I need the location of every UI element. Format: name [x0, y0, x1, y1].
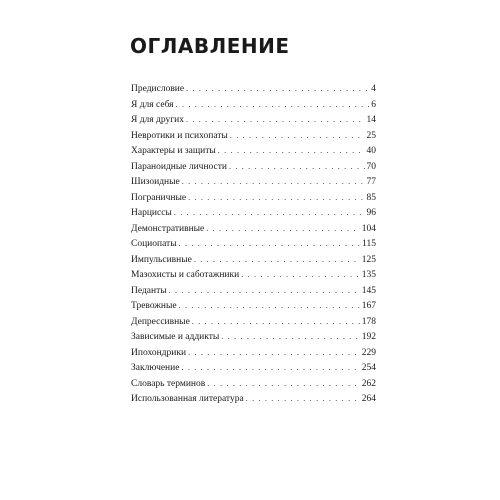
- toc-entry-label: Заключение: [131, 363, 180, 373]
- toc-dot-leader: [229, 159, 365, 175]
- toc-entry: [131, 81, 376, 97]
- toc-dot-leader: [241, 267, 360, 283]
- toc-entry-page: 145: [361, 285, 376, 296]
- toc-entry: [131, 174, 376, 190]
- toc-dot-leader: [192, 314, 360, 330]
- toc-dot-leader: [221, 329, 359, 345]
- toc-entry-page: 40: [366, 146, 376, 156]
- toc-entry: [131, 205, 376, 221]
- toc-entry-page: 96: [366, 208, 376, 218]
- toc-entry-label: Я для себя: [131, 99, 174, 110]
- toc-entry-label: Педанты: [131, 285, 167, 296]
- toc-entry-page: 104: [361, 223, 376, 234]
- toc-dot-leader: [230, 128, 365, 144]
- toc-entry-label: Депрессивные: [131, 316, 190, 327]
- toc-entry: [131, 128, 376, 144]
- toc-dot-leader: [188, 190, 364, 206]
- toc-entry-label: Демонстративные: [131, 223, 205, 234]
- toc-dot-leader: [206, 221, 359, 237]
- toc-entry-label: Социопаты: [131, 239, 177, 249]
- toc-entry: [131, 314, 376, 330]
- toc-entry: [131, 112, 376, 128]
- toc-entry: [131, 221, 376, 237]
- toc-entry-label: Я для других: [131, 115, 184, 125]
- toc-entry-label: Мазохисты и саботажники: [131, 270, 240, 280]
- toc-entry-label: Характеры и защиты: [131, 146, 216, 156]
- toc-dot-leader: [246, 391, 360, 407]
- toc-entry-page: 4: [371, 84, 376, 94]
- toc-entry: [131, 391, 376, 407]
- toc-dot-leader: [181, 360, 359, 376]
- toc-entry-page: 125: [361, 254, 376, 265]
- toc-entry-page: 254: [361, 363, 376, 373]
- toc-entry: [131, 159, 376, 175]
- toc-dot-leader: [186, 81, 369, 97]
- table-of-contents: [131, 81, 376, 407]
- toc-entry: [131, 97, 376, 113]
- toc-dot-leader: [179, 298, 360, 314]
- toc-entry-label: Импульсивные: [131, 254, 192, 265]
- toc-dot-leader: [207, 376, 359, 392]
- toc-entry-page: 85: [366, 192, 376, 203]
- toc-entry-page: 25: [366, 130, 376, 141]
- toc-entry-label: Зависимые и аддикты: [131, 332, 220, 342]
- toc-entry: [131, 298, 376, 314]
- toc-entry-label: Нарциссы: [131, 208, 172, 218]
- toc-entry: [131, 329, 376, 345]
- toc-entry-page: 167: [361, 301, 376, 311]
- toc-entry-page: 70: [366, 161, 376, 172]
- toc-entry-label: Словарь терминов: [131, 378, 206, 389]
- toc-entry-label: Параноидные личности: [131, 161, 227, 172]
- toc-entry-label: Использованная литература: [131, 394, 244, 404]
- toc-entry-label: Тревожные: [131, 301, 177, 311]
- toc-dot-leader: [174, 205, 365, 221]
- toc-entry-label: Предисловие: [131, 84, 185, 94]
- toc-entry: [131, 252, 376, 268]
- toc-entry-page: 264: [361, 394, 376, 404]
- toc-dot-leader: [194, 252, 360, 268]
- toc-entry-label: Пограничные: [131, 192, 187, 203]
- toc-dot-leader: [176, 97, 370, 113]
- toc-entry-page: 262: [361, 378, 376, 389]
- toc-entry: [131, 283, 376, 299]
- toc-entry-page: 77: [366, 177, 376, 187]
- toc-dot-leader: [188, 345, 360, 361]
- toc-dot-leader: [182, 174, 365, 190]
- toc-entry-label: Шизоидные: [131, 177, 180, 187]
- toc-entry: [131, 190, 376, 206]
- toc-entry: [131, 143, 376, 159]
- toc-entry-page: 14: [366, 115, 376, 125]
- toc-entry: [131, 236, 376, 252]
- toc-entry-label: Невротики и психопаты: [131, 130, 228, 141]
- page-title: ОГЛАВЛЕНИЕ: [130, 34, 290, 58]
- toc-entry-page: 135: [361, 270, 376, 280]
- toc-entry: [131, 360, 376, 376]
- toc-dot-leader: [186, 112, 365, 128]
- toc-entry-label: Ипохондрики: [131, 347, 187, 358]
- toc-entry: [131, 267, 376, 283]
- toc-entry-page: 192: [361, 332, 376, 342]
- toc-entry-page: 6: [371, 99, 376, 110]
- toc-dot-leader: [169, 283, 360, 299]
- toc-entry-page: 178: [361, 316, 376, 327]
- toc-entry-page: 229: [361, 347, 376, 358]
- toc-dot-leader: [179, 236, 361, 252]
- toc-entry-page: 115: [362, 239, 376, 249]
- toc-entry: [131, 376, 376, 392]
- toc-entry: [131, 345, 376, 361]
- toc-dot-leader: [218, 143, 365, 159]
